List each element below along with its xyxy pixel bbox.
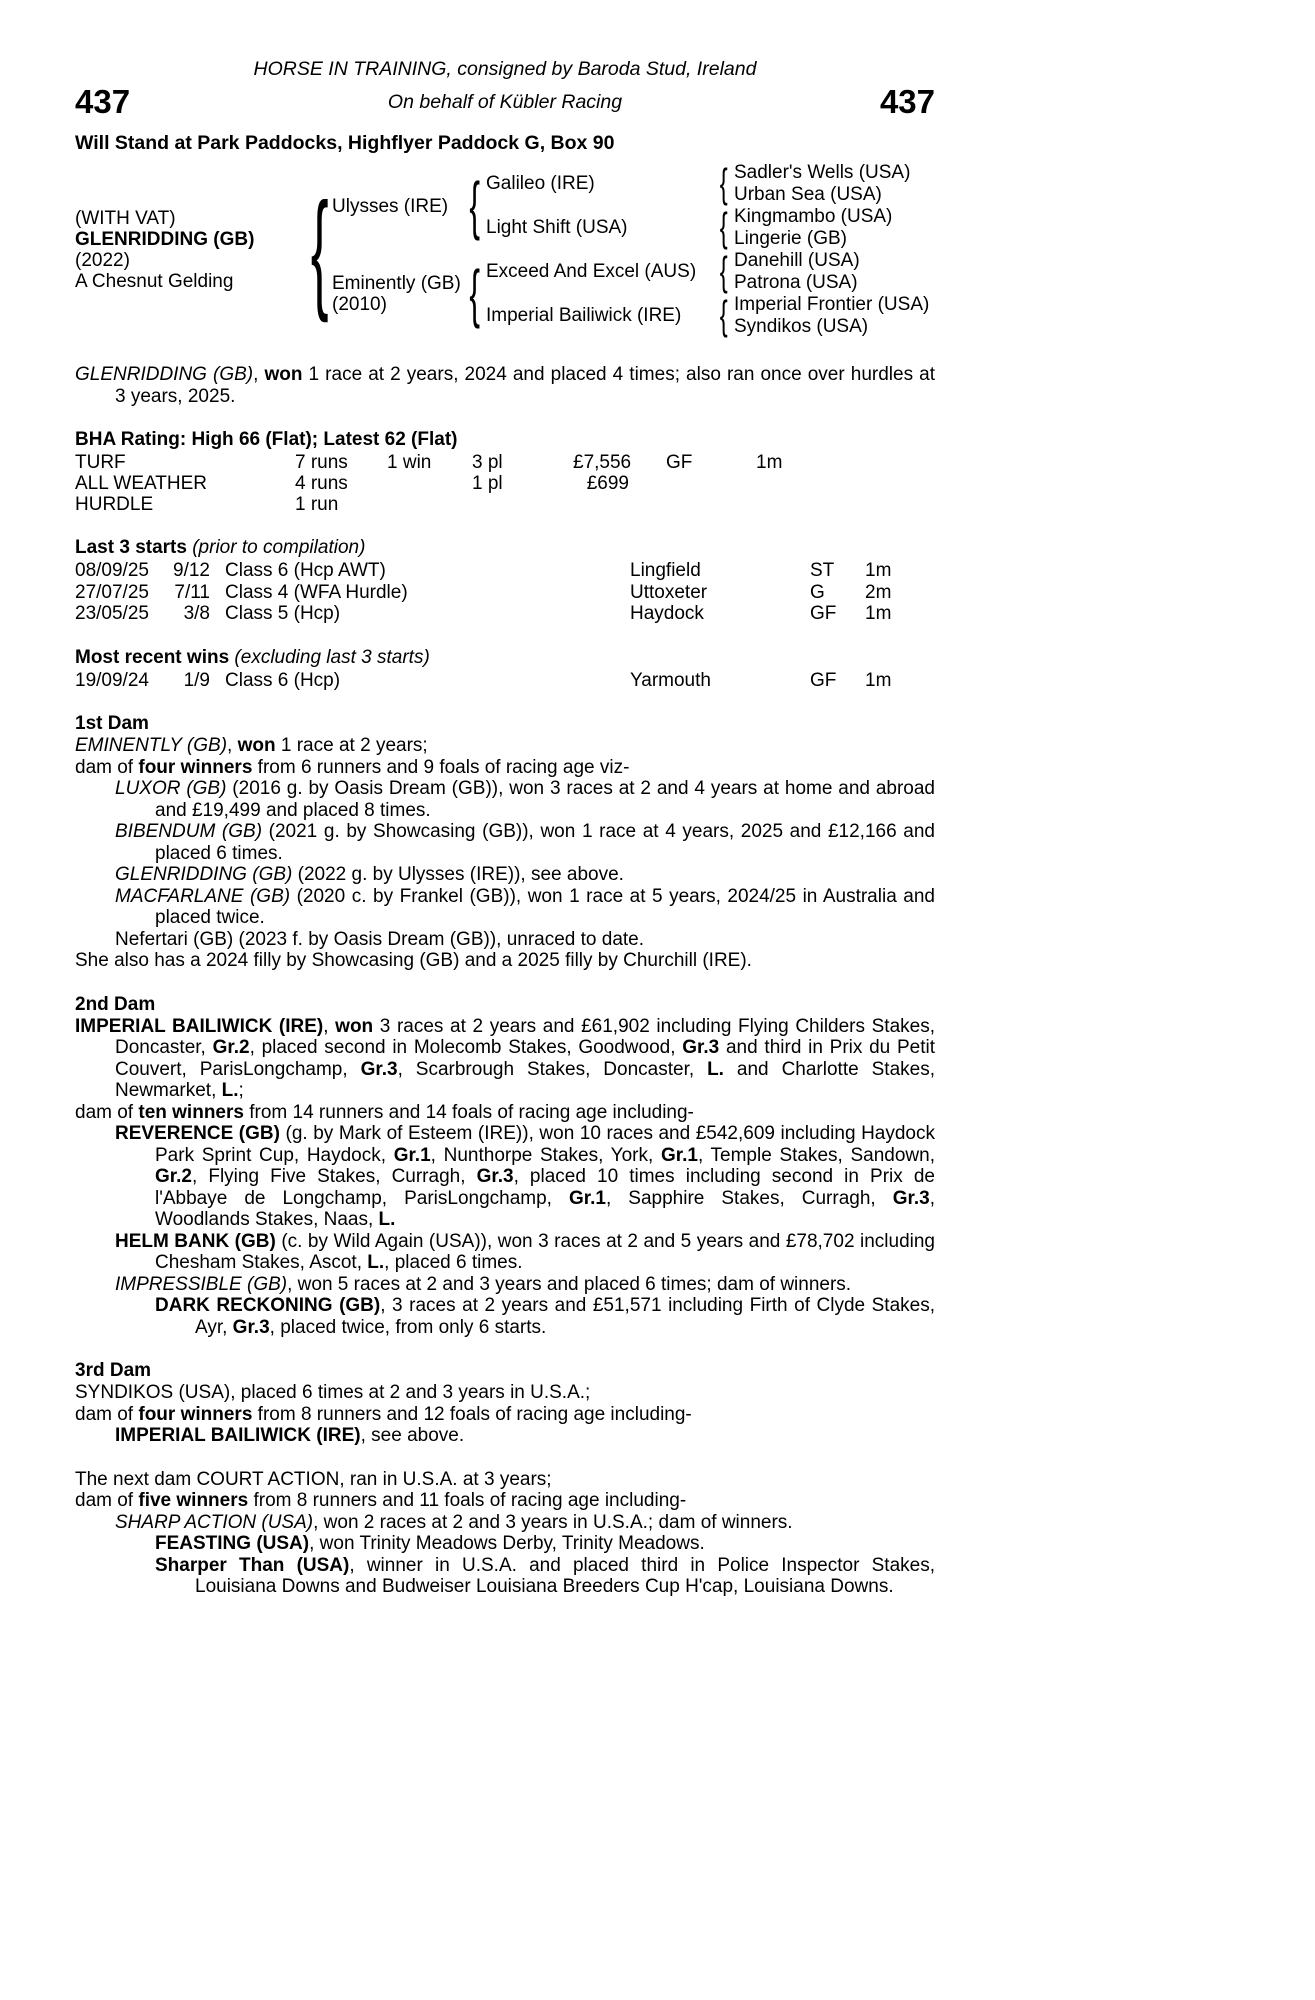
- produce-entry: LUXOR (GB) (2016 g. by Oasis Dream (GB)), won 3 races at 2 and 4 years at home and abroad and £19,499 and placed 8 times.: [115, 778, 935, 821]
- horse-foaling-year: (2022): [75, 250, 130, 271]
- surface-cell: HURDLE: [75, 494, 154, 515]
- runs-cell: 4 runs: [295, 473, 348, 494]
- grandsire-row: [486, 162, 935, 206]
- dam-branch: [332, 250, 935, 338]
- produce-entry: Sharper Than (USA), winner in U.S.A. and placed third in Police Inspector Stakes, Louisiana Downs and Budweiser Louisiana Breeders Cup H'cap, Louisiana Downs.: [155, 1554, 935, 1597]
- first-dam-heading: 1st Dam: [75, 713, 149, 734]
- ancestor-name: Exceed And Excel (AUS): [486, 261, 697, 282]
- distance-cell: 1m: [865, 603, 892, 624]
- last-starts-heading: Last 3 starts (prior to compilation): [75, 537, 366, 558]
- going-cell: GF: [666, 452, 693, 473]
- bha-rating-heading: BHA Rating: High 66 (Flat); Latest 62 (Flat): [75, 429, 458, 450]
- lot-row: [75, 84, 935, 120]
- distance-cell: 1m: [756, 452, 783, 473]
- ancestor-name: Galileo (IRE): [486, 173, 595, 194]
- ancestor-name: Danehill (USA): [734, 250, 860, 271]
- granddam-row: [486, 206, 935, 250]
- going-cell: GF: [810, 669, 837, 691]
- venue-cell: Yarmouth: [630, 669, 711, 691]
- race-cell: Class 6 (Hcp): [225, 669, 341, 691]
- pedigree-main-brace: {: [311, 175, 329, 324]
- date-cell: 23/05/25: [75, 603, 149, 624]
- catalog-page: [75, 0, 935, 1598]
- surface-cell: TURF: [75, 452, 126, 473]
- dam-entry: The next dam COURT ACTION, ran in U.S.A. at 3 years;: [75, 1468, 552, 1490]
- going-cell: ST: [810, 560, 835, 581]
- lot-number-left: 437: [75, 83, 131, 120]
- dam-name: Eminently (GB): [332, 273, 461, 294]
- distance-cell: [756, 473, 935, 494]
- places-cell: [472, 494, 573, 515]
- third-dam-heading: 3rd Dam: [75, 1360, 152, 1381]
- granddam-row: [486, 294, 935, 338]
- date-cell: 27/07/25: [75, 581, 149, 603]
- ancestor-name: Imperial Bailiwick (IRE): [486, 305, 682, 326]
- position-cell: 9/12: [173, 560, 210, 581]
- bha-rating-section: [75, 429, 935, 515]
- going-cell: [629, 494, 756, 515]
- ancestor-name: Syndikos (USA): [734, 316, 869, 337]
- dam-summary: dam of four winners from 6 runners and 9 foals of racing age viz-: [75, 756, 630, 778]
- second-dam-section: [75, 994, 935, 1339]
- produce-entry: MACFARLANE (GB) (2020 c. by Frankel (GB)), won 1 race at 5 years, 2024/25 in Australia and placed twice.: [115, 885, 935, 928]
- distance-cell: 2m: [865, 581, 892, 603]
- race-record-section: [75, 364, 935, 407]
- position-cell: 1/9: [183, 669, 210, 691]
- places-cell: 3 pl: [472, 452, 503, 473]
- second-dam-heading: 2nd Dam: [75, 993, 156, 1015]
- race-cell: Class 4 (WFA Hurdle): [225, 581, 408, 603]
- dam-entry: IMPERIAL BAILIWICK (IRE), won 3 races at 2 years and £61,902 including Flying Childers Stakes, Doncaster, Gr.2, placed second in Molecomb Stakes, Goodwood, Gr.3 and third in Prix du Petit Couvert, ParisLongchamp, Gr.3, Scarbrough Stakes, Doncaster, L. and Charlotte Stakes, Newmarket, L.;: [75, 1015, 936, 1101]
- consignor-line: HORSE IN TRAINING, consigned by Baroda Stud, Ireland: [253, 58, 757, 80]
- dam-brace: {: [469, 257, 481, 330]
- dam-summary: dam of five winners from 8 runners and 11 foals of racing age including-: [75, 1490, 687, 1511]
- dam-block: [332, 273, 464, 315]
- produce-entry: GLENRIDDING (GB) (2022 g. by Ulysses (IRE)), see above.: [115, 864, 624, 885]
- dam-foaling-year: (2010): [332, 294, 387, 315]
- ancestor-name: Urban Sea (USA): [734, 184, 882, 205]
- going-cell: G: [810, 581, 825, 603]
- wins-cell: [387, 473, 472, 494]
- dam-summary: dam of four winners from 8 runners and 12 foals of racing age including-: [75, 1403, 692, 1425]
- ancestor-brace: {: [720, 160, 728, 207]
- dam-entry: SYNDIKOS (USA), placed 6 times at 2 and 3 years in U.S.A.;: [75, 1382, 591, 1403]
- pedigree-generations: [332, 162, 935, 338]
- distance-cell: 1m: [865, 560, 892, 581]
- sire-block: [332, 196, 464, 217]
- race-cell: Class 5 (Hcp): [225, 603, 341, 624]
- position-cell: 3/8: [183, 603, 210, 624]
- venue-cell: Haydock: [630, 603, 704, 624]
- produce-entry: FEASTING (USA), won Trinity Meadows Derby, Trinity Meadows.: [155, 1533, 705, 1554]
- last-starts-section: [75, 537, 935, 625]
- produce-entry: REVERENCE (GB) (g. by Mark of Esteem (IRE)), won 10 races and £542,609 including Haydock Park Sprint Cup, Haydock, Gr.1, Nunthorpe Stakes, York, Gr.1, Temple Stakes, Sandown, Gr.2, Flying Five Stakes, Curragh, Gr.3, placed 10 times including second in Prix de l'Abbaye de Longchamp, ParisLongchamp, Gr.1, Sapphire Stakes, Curragh, Gr.3, Woodlands Stakes, Naas, L.: [115, 1123, 935, 1230]
- sire-name: Ulysses (IRE): [332, 195, 449, 217]
- going-cell: GF: [810, 603, 837, 624]
- ancestor-brace: {: [720, 292, 728, 339]
- dam-summary: dam of ten winners from 14 runners and 14 foals of racing age including-: [75, 1101, 694, 1123]
- dam-note: She also has a 2024 filly by Showcasing (GB) and a 2025 filly by Churchill (IRE).: [75, 950, 752, 971]
- date-cell: 19/09/24: [75, 669, 149, 691]
- runs-cell: 1 run: [295, 494, 339, 515]
- third-dam-section: [75, 1360, 935, 1447]
- first-dam-section: [75, 713, 935, 972]
- produce-entry: Nefertari (GB) (2023 f. by Oasis Dream (GB)), unraced to date.: [115, 928, 645, 950]
- dam-entry: EMINENTLY (GB), won 1 race at 2 years;: [75, 735, 428, 756]
- wins-cell: [387, 494, 472, 515]
- next-dam-section: [75, 1469, 935, 1598]
- ancestor-name: Light Shift (USA): [486, 217, 628, 238]
- on-behalf-line: On behalf of Kübler Racing: [387, 90, 623, 113]
- last-starts-table: [75, 560, 935, 625]
- produce-entry: HELM BANK (GB) (c. by Wild Again (USA)), won 3 races at 2 and 5 years and £78,702 including Chesham Stakes, Ascot, L., placed 6 times.: [115, 1230, 935, 1273]
- race-stats-table: [75, 452, 935, 515]
- runs-cell: 7 runs: [295, 452, 348, 473]
- grandsire-row: [486, 250, 935, 294]
- produce-entry: IMPERIAL BAILIWICK (IRE), see above.: [115, 1425, 465, 1446]
- race-cell: Class 6 (Hcp AWT): [225, 560, 386, 581]
- earnings-cell: £699: [586, 473, 629, 494]
- ancestor-name: Lingerie (GB): [734, 228, 847, 249]
- produce-entry: BIBENDUM (GB) (2021 g. by Showcasing (GB)), won 1 race at 4 years, 2025 and £12,166 and placed 6 times.: [115, 821, 935, 864]
- recent-wins-table: [75, 670, 935, 692]
- ancestor-name: Imperial Frontier (USA): [734, 294, 930, 315]
- position-cell: 7/11: [174, 581, 210, 603]
- distance-cell: [756, 494, 935, 515]
- distance-cell: 1m: [865, 669, 892, 691]
- pedigree-chart: [75, 162, 935, 338]
- ancestor-name: Patrona (USA): [734, 272, 858, 293]
- earnings-cell: [573, 494, 629, 515]
- ancestor-brace: {: [720, 204, 728, 251]
- vat-note: (WITH VAT): [75, 208, 176, 229]
- sire-branch: [332, 162, 935, 250]
- going-cell: [629, 473, 756, 494]
- venue-cell: Uttoxeter: [630, 581, 708, 603]
- date-cell: 08/09/25: [75, 560, 149, 581]
- earnings-cell: £7,556: [573, 452, 632, 473]
- produce-entry: DARK RECKONING (GB), 3 races at 2 years and £51,571 including Firth of Clyde Stakes, Ayr, Gr.3, placed twice, from only 6 starts.: [155, 1295, 935, 1338]
- places-cell: 1 pl: [472, 473, 503, 494]
- wins-cell: 1 win: [387, 452, 432, 473]
- ancestor-name: Sadler's Wells (USA): [734, 162, 911, 183]
- sire-brace: {: [469, 169, 481, 242]
- recent-wins-section: [75, 647, 935, 692]
- horse-details: [75, 162, 308, 338]
- lot-number-right: 437: [879, 83, 935, 120]
- produce-entry: IMPRESSIBLE (GB), won 5 races at 2 and 3 years and placed 6 times; dam of winners.: [115, 1273, 852, 1295]
- ancestor-brace: {: [720, 248, 728, 295]
- venue-cell: Lingfield: [630, 560, 701, 581]
- stand-location-line: Will Stand at Park Paddocks, Highflyer Paddock G, Box 90: [75, 132, 615, 154]
- ancestor-name: Kingmambo (USA): [734, 206, 893, 227]
- surface-cell: ALL WEATHER: [75, 473, 207, 494]
- race-record-paragraph: GLENRIDDING (GB), won 1 race at 2 years, 2024 and placed 4 times; also ran once over hurdles at 3 years, 2025.: [75, 364, 935, 407]
- horse-name: GLENRIDDING (GB): [75, 229, 255, 250]
- horse-description: A Chesnut Gelding: [75, 271, 234, 292]
- recent-wins-heading: Most recent wins (excluding last 3 starts): [75, 646, 430, 668]
- produce-entry: SHARP ACTION (USA), won 2 races at 2 and 3 years in U.S.A.; dam of winners.: [115, 1511, 793, 1533]
